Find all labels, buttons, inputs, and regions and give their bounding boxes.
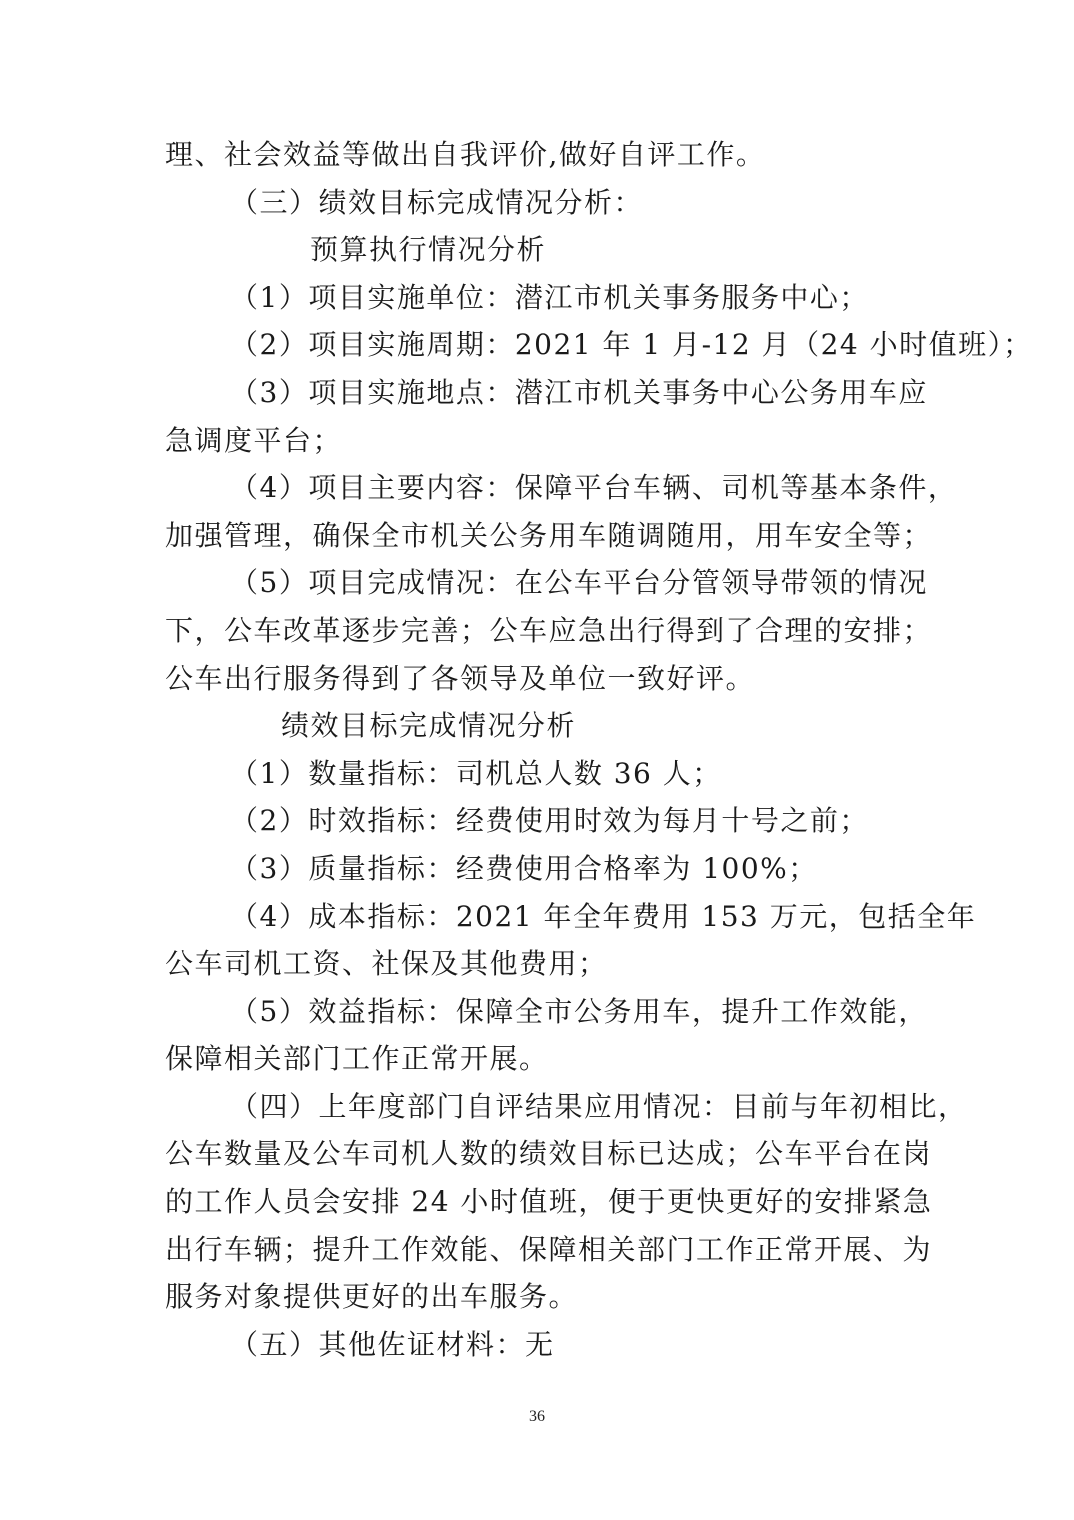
text-line: 的工作人员会安排 24 小时值班，便于更快更好的安排紧急 xyxy=(165,1185,933,1219)
section-heading-three: （三）绩效目标完成情况分析： xyxy=(230,185,644,219)
text-line: （5）项目完成情况：在公车平台分管领导带领的情况 xyxy=(230,566,928,600)
text-line: 服务对象提供更好的出车服务。 xyxy=(165,1280,579,1314)
text-line: （3）项目实施地点：潜江市机关事务中心公务用车应 xyxy=(230,375,928,409)
text-line: 理、社会效益等做出自我评价,做好自评工作。 xyxy=(165,138,766,171)
text-line: （2）项目实施周期：2021 年 1 月-12 月（24 小时值班）； xyxy=(230,328,1033,362)
text-line: 加强管理，确保全市机关公务用车随调随用，用车安全等； xyxy=(165,518,933,552)
text-line: 公车数量及公车司机人数的绩效目标已达成；公车平台在岗 xyxy=(165,1137,933,1171)
subheading-performance-goals: 绩效目标完成情况分析 xyxy=(281,709,577,743)
text-line: （3）质量指标：经费使用合格率为 100%； xyxy=(230,851,818,885)
text-line: 公车司机工资、社保及其他费用； xyxy=(165,947,608,981)
text-line: （1）数量指标：司机总人数 36 人； xyxy=(230,756,722,790)
text-line: （4）项目主要内容：保障平台车辆、司机等基本条件， xyxy=(230,471,958,505)
text-line: （4）成本指标：2021 年全年费用 153 万元，包括全年 xyxy=(230,899,977,933)
text-line: 下，公车改革逐步完善；公车应急出行得到了合理的安排； xyxy=(165,613,933,647)
text-line: 保障相关部门工作正常开展。 xyxy=(165,1042,549,1076)
text-line: 急调度平台； xyxy=(165,423,343,457)
section-heading-four: （四）上年度部门自评结果应用情况：目前与年初相比， xyxy=(230,1089,968,1123)
text-line: 出行车辆；提升工作效能、保障相关部门工作正常开展、为 xyxy=(165,1232,933,1266)
page-number: 36 xyxy=(529,1408,545,1425)
section-heading-five: （五）其他佐证材料：无 xyxy=(230,1327,555,1361)
text-line: （1）项目实施单位：潜江市机关事务服务中心； xyxy=(230,280,869,314)
text-line: （2）时效指标：经费使用时效为每月十号之前； xyxy=(230,804,869,838)
text-line: （5）效益指标：保障全市公务用车，提升工作效能， xyxy=(230,994,928,1028)
subheading-budget-execution: 预算执行情况分析 xyxy=(310,233,547,267)
document-body xyxy=(165,131,1033,1368)
text-line: 公车出行服务得到了各领导及单位一致好评。 xyxy=(165,661,756,695)
